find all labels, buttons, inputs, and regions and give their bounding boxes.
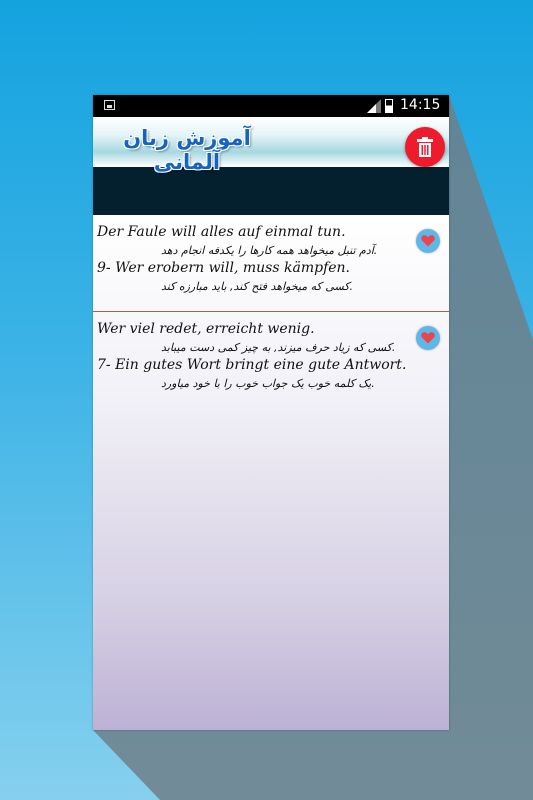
heart-icon [421,331,435,344]
battery-icon [385,99,393,113]
favorite-button[interactable] [416,326,440,350]
german-line: 7- Ein gutes Wort bringt eine gute Antwort. [97,357,407,373]
app-title: آموزش زبان آلمانی [123,126,251,174]
german-line: Wer viel redet, erreicht wenig. [97,321,315,337]
persian-line: .کسی که زیاد حرف میزند, به چیز کمی دست میبابد [161,341,396,354]
header-band [93,167,449,215]
persian-line: .کسی که میخواهد فتح کند, باید مبارزه کند [161,280,353,293]
phrase-card [93,312,449,432]
persian-line: .آدم تنبل میخواهد همه کارها را یکدفه انجام دهد [161,244,378,257]
signal-icon [367,99,381,113]
german-line: Der Faule will alles auf einmal tun. [97,224,346,240]
image-icon [104,100,115,110]
german-line: 9- Wer erobern will, muss kämpfen. [97,260,351,276]
heart-icon [421,234,435,247]
app-bar [93,117,449,174]
delete-button[interactable] [405,127,445,167]
persian-line: .یک کلمه خوب یک جواب خوب را با خود میاورد [161,377,375,390]
status-time: 14:15 [400,97,441,113]
phone-screen [93,95,449,730]
favorite-button[interactable] [416,229,440,253]
trash-icon [417,137,433,157]
status-bar [93,95,449,117]
saved-phrases-list [93,215,449,730]
phrase-card [93,215,449,312]
